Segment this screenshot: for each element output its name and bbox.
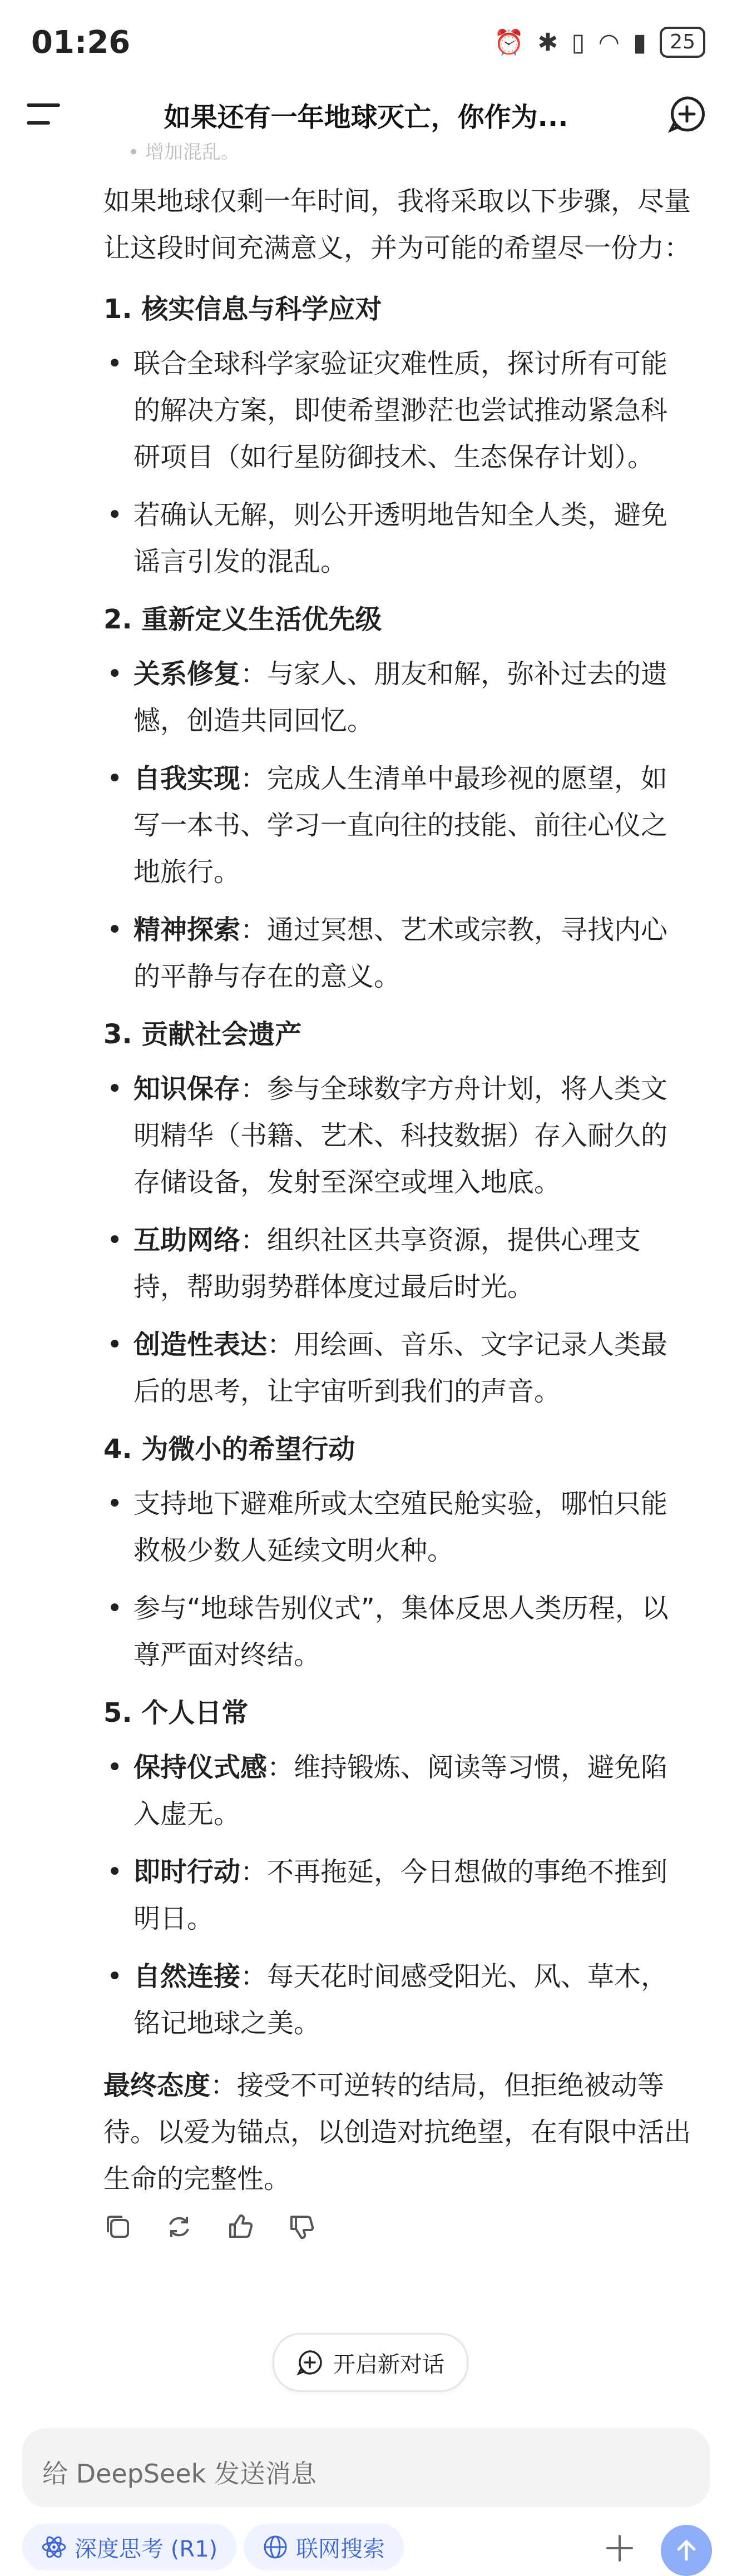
list-item: [103, 1953, 693, 2047]
item-text: ：不再拖延，今日想做的事绝不推到明日。: [133, 1856, 668, 1934]
bluetooth-icon: ✱: [537, 28, 558, 57]
clipped-previous-text: • 增加混乱。: [128, 141, 240, 164]
status-time: 01:26: [31, 24, 131, 61]
list-item: [103, 1480, 693, 1574]
section-list: [103, 340, 693, 585]
atom-icon: [41, 2534, 67, 2560]
item-text: ：通过冥想、艺术或宗教，寻找内心的平静与存在的意义。: [133, 914, 668, 992]
message-input[interactable]: [22, 2428, 710, 2507]
chat-plus-icon: [296, 2349, 323, 2376]
final-label: 最终态度: [103, 2070, 211, 2101]
new-dialog-button[interactable]: [273, 2333, 468, 2392]
item-label: 自我实现: [133, 763, 241, 794]
section-list: [103, 651, 693, 1000]
thumbs-down-icon[interactable]: [287, 2212, 316, 2241]
list-item: [103, 1217, 693, 1310]
section-5: [103, 1690, 693, 2047]
section-2: [103, 596, 693, 1000]
globe-icon: [263, 2534, 288, 2560]
final-text: ：接受不可逆转的结局，但拒绝被动等待。以爱为锚点，以创造对抗绝望，在有限中活出生命的完整性。: [103, 2070, 691, 2194]
item-text: ：组织社区共享资源，提供心理支持，帮助弱势群体度过最后时光。: [133, 1225, 641, 1302]
deep-think-label: 深度思考 (R1): [75, 2536, 218, 2562]
section-list: [103, 1744, 693, 2047]
item-text: ：维持锻炼、阅读等习惯，避免陷入虚无。: [133, 1752, 668, 1830]
list-item: [103, 340, 693, 480]
item-text: ：参与全球数字方舟计划，将人类文明精华（书籍、艺术、科技数据）存入耐久的存储设备，发射至深空或埋入地底。: [133, 1073, 668, 1198]
item-label: 保持仪式感: [133, 1752, 268, 1783]
section-title: 5. 个人日常: [103, 1697, 249, 1728]
status-icons: [494, 27, 705, 58]
item-label: 互助网络: [133, 1225, 241, 1256]
item-label: 知识保存: [133, 1073, 241, 1104]
section-list: [103, 1066, 693, 1415]
new-chat-icon[interactable]: [667, 95, 706, 133]
list-item: [103, 1321, 693, 1415]
copy-icon[interactable]: [103, 2212, 132, 2241]
web-search-label: 联网搜索: [296, 2536, 385, 2562]
chat-header: [0, 83, 732, 145]
alarm-icon: ⏰: [493, 28, 525, 57]
item-text: 联合全球科学家验证灾难性质，探讨所有可能的解决方案，即使希望渺茫也尝试推动紧急科研项目（如行星防御技术、生态保存计划）。: [133, 348, 668, 473]
thumbs-up-icon[interactable]: [226, 2212, 255, 2241]
section-title: 2. 重新定义生活优先级: [103, 604, 382, 635]
section-title: 1. 核实信息与科学应对: [103, 294, 382, 325]
vibrate-icon: ▯: [571, 28, 585, 57]
item-label: 精神探索: [133, 914, 241, 945]
final-paragraph: [103, 2062, 693, 2202]
attach-plus-icon[interactable]: [605, 2534, 634, 2563]
send-button[interactable]: [661, 2525, 712, 2576]
arrow-up-icon: [673, 2537, 700, 2564]
item-label: 即时行动: [133, 1856, 241, 1888]
section-title: 4. 为微小的希望行动: [103, 1434, 355, 1465]
item-label: 关系修复: [133, 658, 241, 690]
status-bar: [0, 0, 732, 83]
item-text: 若确认无解，则公开透明地告知全人类，避免谣言引发的混乱。: [133, 499, 668, 577]
list-item: [103, 906, 693, 1000]
list-item: [103, 755, 693, 895]
list-item: [103, 492, 693, 585]
section-1: [103, 286, 693, 585]
item-text: 参与“地球告别仪式”，集体反思人类历程，以尊严面对终结。: [133, 1593, 669, 1671]
item-text: ：每天花时间感受阳光、风、草木，铭记地球之美。: [133, 1961, 668, 2039]
web-search-toggle[interactable]: [244, 2524, 404, 2570]
section-title: 3. 贡献社会遗产: [103, 1019, 302, 1050]
assistant-message: [103, 178, 693, 2202]
new-dialog-label: 开启新对话: [333, 2351, 444, 2377]
item-text: ：用绘画、音乐、文字记录人类最后的思考，让宇宙听到我们的声音。: [133, 1329, 668, 1407]
list-item: [103, 1849, 693, 1942]
wifi-icon: ◠: [598, 28, 620, 57]
regenerate-icon[interactable]: [165, 2212, 194, 2241]
item-label: 自然连接: [133, 1961, 241, 1992]
list-item: [103, 1066, 693, 1206]
signal-icon: ▮: [632, 28, 647, 57]
intro-paragraph: 如果地球仅剩一年时间，我将采取以下步骤，尽量让这段时间充满意义，并为可能的希望尽一份力：: [103, 186, 691, 264]
item-text: 支持地下避难所或太空殖民舱实验，哪怕只能救极少数人延续文明火种。: [133, 1488, 668, 1566]
battery-indicator: 25: [660, 27, 705, 58]
section-3: [103, 1011, 693, 1415]
list-item: [103, 1744, 693, 1837]
message-actions: [103, 2212, 316, 2241]
input-placeholder: 给 DeepSeek 发送消息: [42, 2459, 316, 2489]
section-list: [103, 1480, 693, 1678]
section-4: [103, 1426, 693, 1678]
list-item: [103, 651, 693, 744]
page-title: 如果还有一年地球灭亡，你作为...: [164, 102, 568, 133]
item-text: ：与家人、朋友和解，弥补过去的遗憾，创造共同回忆。: [133, 658, 668, 736]
list-item: [103, 1585, 693, 1678]
item-label: 创造性表达: [133, 1329, 268, 1360]
menu-icon[interactable]: [27, 100, 62, 128]
deep-think-toggle[interactable]: [22, 2524, 236, 2570]
item-text: ：完成人生清单中最珍视的愿望，如写一本书、学习一直向往的技能、前往心仪之地旅行。: [133, 763, 668, 888]
